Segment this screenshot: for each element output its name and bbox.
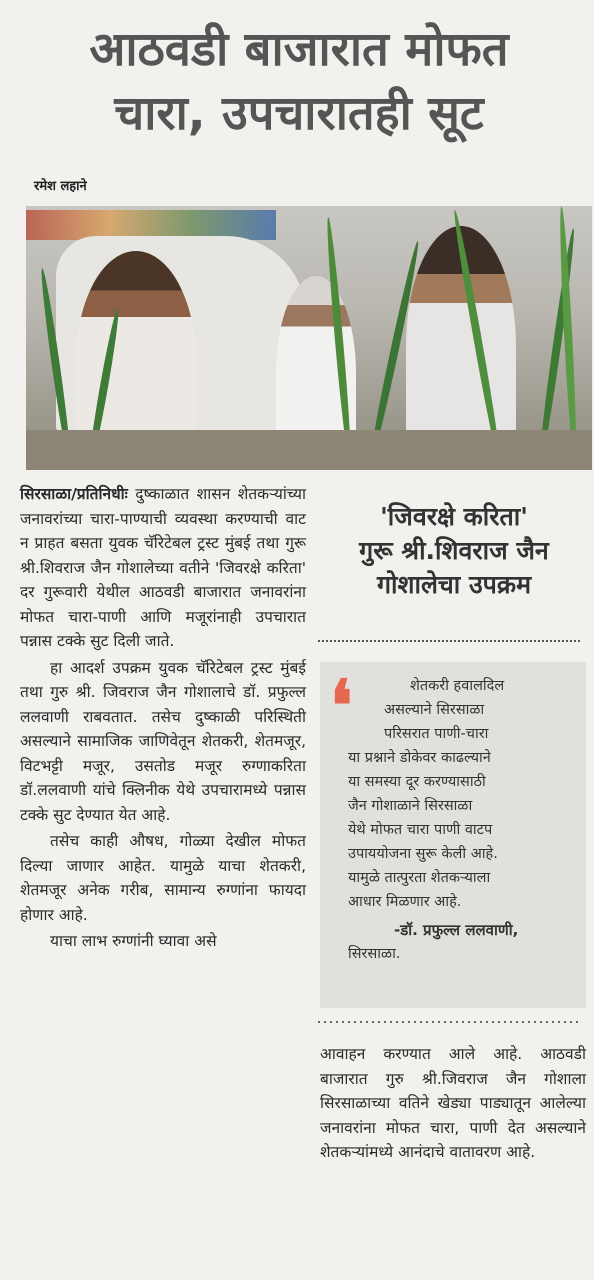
photo-ground: [26, 430, 592, 470]
quote-line: यामुळे तात्पुरता शेतकऱ्याला: [348, 870, 491, 886]
paragraph: याचा लाभ रुग्णांनी घ्यावा असे: [50, 932, 217, 950]
sub-headline-line-1: 'जिवरक्षे करिता': [380, 502, 528, 531]
headline-line-1: आठवडी बाजारात मोफत: [89, 22, 509, 77]
article-body-right: [320, 1042, 586, 1165]
quote-line: शेतकरी हवालदिल: [410, 678, 505, 694]
article-body-left: [20, 482, 306, 954]
quote-line: आधार मिळणार आहे.: [348, 894, 462, 910]
sub-headline: [318, 500, 590, 602]
pull-quote: [320, 662, 586, 1008]
quote-place: सिरसाळा.: [348, 946, 401, 962]
paragraph: आवाहन करण्यात आले आहे. आठवडी बाजारात गुरु श्री.जिवराज जैन गोशाला सिरसाळाच्या वतिने खेड्या पाड्यातून आलेल्या जनावरांना मोफत चारा, पाणी देत असल्याने शेतकऱ्यांमध्ये आनंदाचे वातावरण आहे.: [320, 1045, 586, 1161]
sub-headline-line-3: गोशालेचा उपक्रम: [376, 570, 532, 599]
divider: [318, 1020, 580, 1024]
headline-line-2: चारा, उपचारातही सूट: [114, 86, 484, 141]
quote-mark-icon: ❛: [330, 664, 353, 747]
quote-author: -डॉ. प्रफुल्ल ललवाणी,: [394, 921, 519, 939]
quote-line: जैन गोशाळाने सिरसाळा: [348, 798, 473, 814]
pull-quote-text: [330, 664, 582, 966]
paragraph: [20, 482, 306, 654]
divider: [318, 640, 580, 642]
paragraph: हा आदर्श उपक्रम युवक चॅरिटेबल ट्रस्ट मुंबई तथा गुरु श्री. जिवराज जैन गोशालाचे डॉ. प्रफुल्ल ललवाणी राबवतात. तसेच दुष्काळी परिस्थिती असल्याने सामाजिक जाणिवेतून शेतकरी, शेतमजूर, विटभट्टी मजूर, उसतोड मजूर रुग्णाकरिता डॉ.ललवाणी यांचे क्लिनीक येथे उपचारामध्ये पन्नास टक्के सुट देण्यात येत आहे.: [20, 658, 306, 824]
quote-line: असल्याने सिरसाळा: [384, 702, 485, 718]
headline: [14, 18, 584, 146]
quote-line: उपाययोजना सुरू केली आहे.: [348, 846, 498, 862]
paragraph: तसेच काही औषध, गोळ्या देखील मोफत दिल्या जाणार आहेत. यामुळे याचा शेतकरी, शेतमजूर अनेक गरीब, सामान्य रुग्णांना फायदा होणार आहे.: [20, 832, 306, 924]
quote-line: या समस्या दूर करण्यासाठी: [348, 774, 486, 790]
quote-line: परिसरात पाणी-चारा: [384, 726, 489, 742]
dateline: सिरसाळा/प्रतिनिधीः: [20, 485, 128, 503]
quote-line: येथे मोफत चारा पाणी वाटप: [348, 822, 493, 838]
sub-headline-line-2: गुरू श्री.शिवराज जैन: [359, 536, 549, 565]
paragraph-text: दुष्काळात शासन शेतकऱ्यांच्या जनावरांच्या चारा-पाण्याची व्यवस्था करण्याची वाट न प्राहत बसता युवक चॅरिटेबल ट्रस्ट मुंबई तथा गुरू श्री.शिवराज जैन गोशालेच्या वतीने 'जिवरक्षे करिता' दर गुरूवारी येथील आठवडी बाजारात जनावरांना मोफत चारा-पाणी आणि मजूरांनाही उपचारात पन्नास टक्के सुट दिली जाते.: [20, 485, 306, 650]
quote-line: या प्रश्नाने डोकेवर काढल्याने: [348, 750, 491, 766]
byline: रमेश लहाने: [34, 179, 87, 194]
news-photo: [26, 206, 592, 470]
